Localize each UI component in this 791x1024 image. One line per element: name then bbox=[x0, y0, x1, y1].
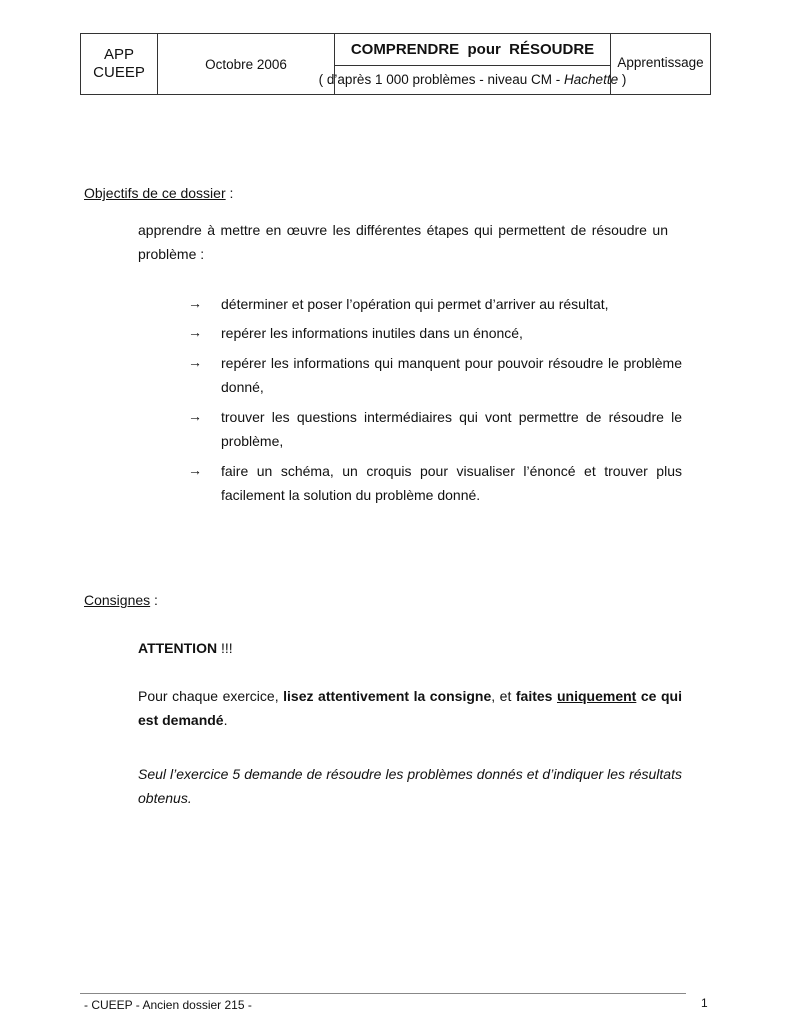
page-number: 1 bbox=[701, 996, 708, 1010]
header-subtitle-publisher: Hachette bbox=[564, 72, 619, 87]
consigne-p1-part-e: uniquement bbox=[557, 688, 637, 704]
arrow-icon: → bbox=[188, 354, 202, 370]
consigne-p1-part-a: Pour chaque exercice, bbox=[138, 688, 284, 704]
consigne-p1-part-b: lisez attentivement la consigne bbox=[283, 688, 492, 704]
objectif-item-2: repérer les informations inutiles dans un énoncé, bbox=[221, 325, 523, 341]
attention-rest: !!! bbox=[217, 640, 233, 656]
objectif-item-3: repérer les informations qui manquent pour pouvoir résoudre le problème donné, bbox=[221, 355, 682, 395]
header-table bbox=[80, 33, 711, 95]
footer-divider bbox=[80, 993, 686, 994]
objectifs-heading-line bbox=[84, 181, 233, 205]
header-title: COMPRENDRE pour RÉSOUDRE bbox=[335, 34, 610, 66]
arrow-icon: → bbox=[188, 324, 202, 340]
objectifs-heading: Objectifs de ce dossier bbox=[84, 185, 226, 201]
objectifs-heading-suffix: : bbox=[225, 185, 234, 201]
header-title-cell bbox=[318, 34, 627, 94]
consigne-p1-part-d: faites bbox=[515, 688, 557, 704]
consigne-paragraph-2: Seul l’exercice 5 demande de résoudre les problèmes donnés et d’indiquer les résultats obtenus. bbox=[138, 766, 682, 806]
objectif-item-5: faire un schéma, un croquis pour visualiser l’énoncé et trouver plus facilement la solution du problème donné. bbox=[221, 463, 682, 503]
attention-bold: ATTENTION bbox=[138, 640, 218, 656]
header-category-cell bbox=[611, 34, 710, 94]
header-subtitle-prefix: ( d’après 1 000 problèmes - niveau CM - bbox=[318, 72, 565, 87]
consignes-heading-suffix: : bbox=[150, 592, 158, 608]
header-category: Apprentissage bbox=[617, 54, 704, 70]
consigne-p1-part-c: , et bbox=[491, 688, 516, 704]
consignes-heading-line bbox=[84, 588, 158, 612]
consigne-p1-part-f: ce qui est demandé bbox=[138, 688, 682, 728]
header-org-line2: CUEEP bbox=[93, 64, 145, 81]
header-date-cell bbox=[158, 34, 335, 94]
objectif-item-1: déterminer et poser l’opération qui permet d’arriver au résultat, bbox=[221, 296, 609, 312]
consigne-paragraph-1 bbox=[138, 684, 682, 732]
arrow-icon: → bbox=[188, 295, 202, 311]
arrow-icon: → bbox=[188, 408, 202, 424]
attention-line bbox=[138, 636, 233, 660]
header-org-line1: APP bbox=[103, 46, 134, 63]
arrow-icon: → bbox=[188, 462, 202, 478]
header-date: Octobre 2006 bbox=[205, 56, 287, 72]
objectif-item-4: trouver les questions intermédiaires qui vont permettre de résoudre le problème, bbox=[221, 409, 682, 449]
header-subtitle bbox=[318, 65, 627, 94]
consigne-p1-part-g: . bbox=[223, 712, 228, 728]
header-org-cell bbox=[81, 34, 158, 94]
header-subtitle-suffix: ) bbox=[618, 72, 627, 87]
consignes-heading: Consignes bbox=[84, 592, 151, 608]
footer-text: - CUEEP - Ancien dossier 215 - bbox=[84, 998, 252, 1012]
objectifs-intro: apprendre à mettre en œuvre les différentes étapes qui permettent de résoudre un problème : bbox=[138, 222, 668, 262]
